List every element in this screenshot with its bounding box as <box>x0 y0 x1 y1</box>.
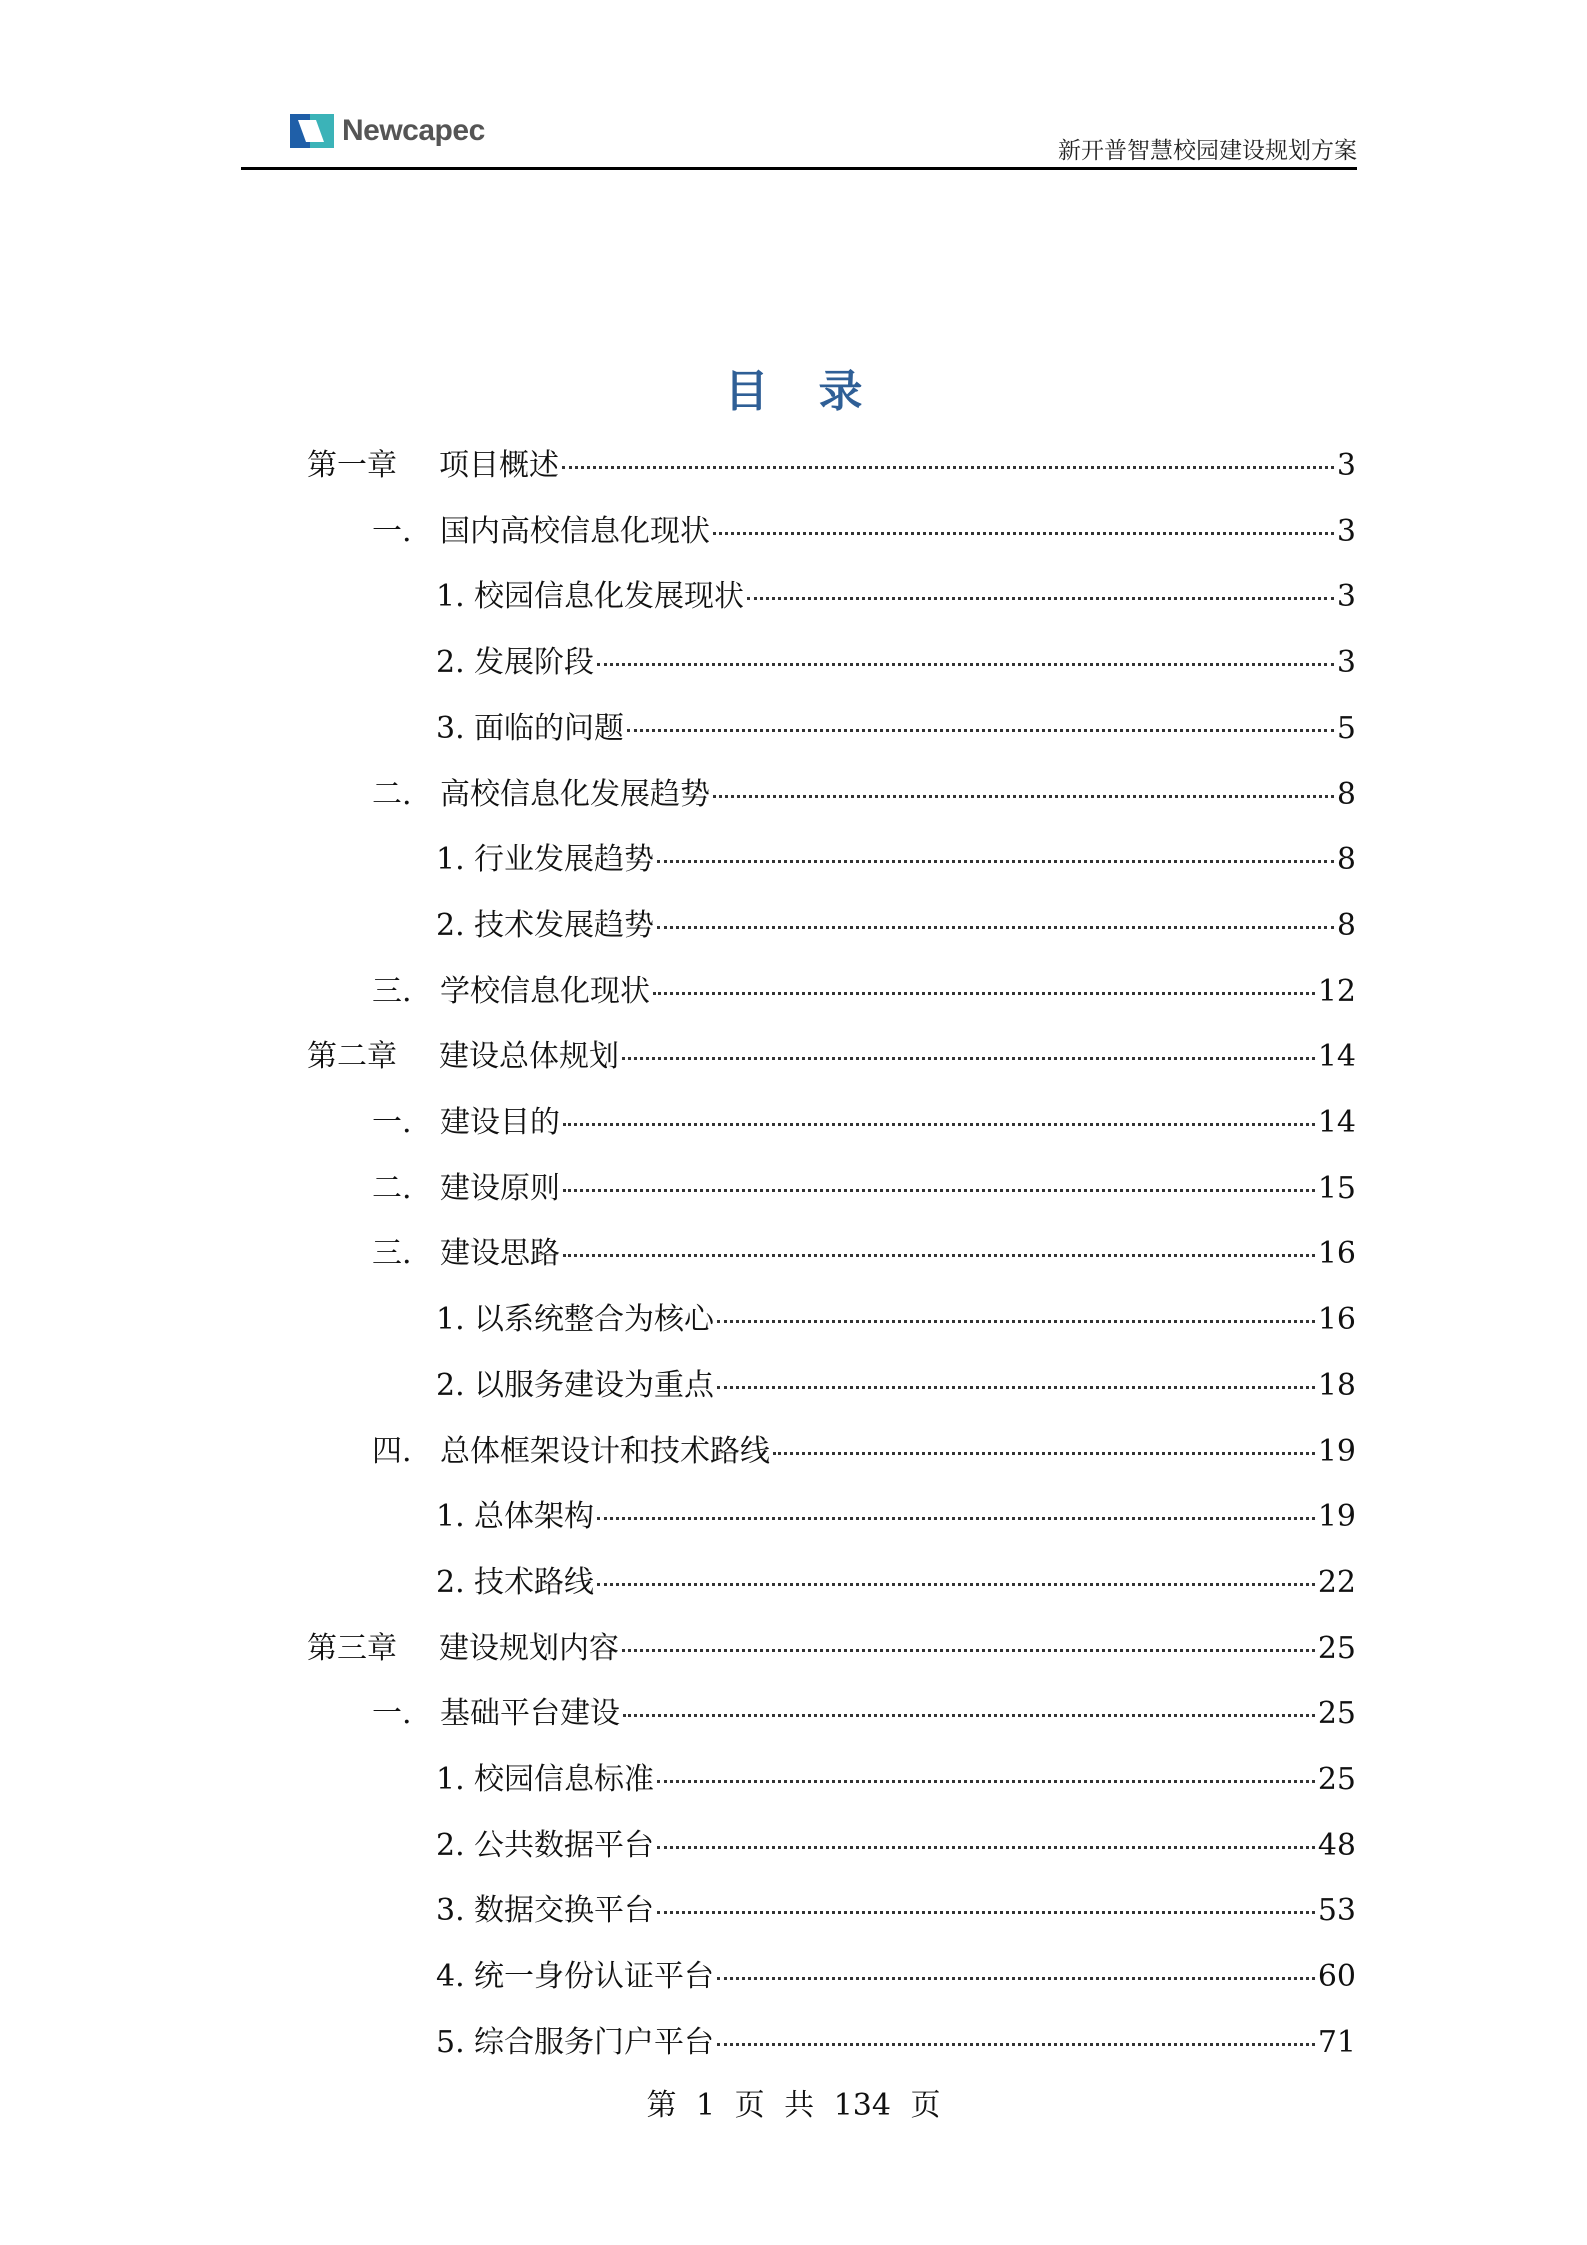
toc-entry-number: 第二章 <box>307 1039 397 1075</box>
toc-leader-dots <box>717 1386 1315 1389</box>
toc-entry-label: 行业发展趋势 <box>474 842 654 878</box>
toc-entry-page: 8 <box>1336 907 1356 943</box>
toc-leader-dots <box>657 926 1334 929</box>
toc-entry[interactable] <box>436 703 1356 746</box>
toc-leader-dots <box>657 860 1334 863</box>
toc-entry-number: 第三章 <box>307 1630 397 1666</box>
toc-entry[interactable] <box>372 966 1356 1009</box>
toc-entry-page: 8 <box>1336 776 1356 812</box>
toc-entry-label: 公共数据平台 <box>474 1827 654 1863</box>
toc-entry-number: 一. <box>372 1105 412 1140</box>
toc-entry-label: 校园信息标准 <box>474 1762 654 1797</box>
toc-leader-dots <box>627 729 1334 732</box>
toc-entry[interactable] <box>436 1557 1356 1600</box>
toc-entry-page: 71 <box>1317 2024 1356 2060</box>
toc-entry-label: 建设思路 <box>440 1236 560 1272</box>
toc-entry-number: 一. <box>372 513 412 549</box>
toc-entry-page: 16 <box>1317 1236 1356 1272</box>
toc-entry[interactable] <box>372 1228 1356 1272</box>
toc-entry[interactable] <box>372 769 1356 812</box>
toc-entry[interactable] <box>372 1688 1356 1732</box>
toc-leader-dots <box>597 1583 1315 1586</box>
toc-entry-label: 建设目的 <box>440 1105 560 1140</box>
toc-entry-number: 一. <box>372 1696 412 1732</box>
toc-entry-number: 三. <box>372 973 412 1009</box>
toc-leader-dots <box>717 1977 1315 1980</box>
toc-entry-number: 三. <box>372 1236 412 1272</box>
toc-leader-dots <box>713 532 1334 535</box>
toc-heading: 目录 <box>724 366 913 417</box>
toc-entry[interactable] <box>436 1294 1356 1338</box>
toc-entry-page: 22 <box>1317 1564 1356 1600</box>
toc-entry-label: 技术路线 <box>474 1564 594 1600</box>
toc-leader-dots <box>597 1517 1315 1520</box>
toc-entry-label: 建设原则 <box>440 1170 560 1206</box>
toc-entry-page: 18 <box>1317 1367 1356 1403</box>
toc-entry-label: 统一身份认证平台 <box>474 1959 714 1995</box>
toc-leader-dots <box>717 2043 1315 2046</box>
toc-leader-dots <box>713 795 1334 798</box>
toc-entry-number: 2. <box>436 1564 465 1600</box>
toc-entry-page: 16 <box>1317 1302 1356 1338</box>
toc-entry[interactable] <box>436 1360 1356 1403</box>
toc-entry-label: 以系统整合为核心 <box>474 1302 714 1338</box>
toc-entry-label: 技术发展趋势 <box>474 907 654 943</box>
toc-entry-label: 校园信息化发展现状 <box>474 579 744 615</box>
toc-entry-label: 总体框架设计和技术路线 <box>440 1433 770 1469</box>
toc-entry-number: 1. <box>436 842 465 878</box>
toc-entry-page: 15 <box>1317 1170 1356 1206</box>
toc-entry-number: 3. <box>436 1893 465 1929</box>
toc-entry-page: 48 <box>1317 1827 1356 1863</box>
toc-entry-page: 60 <box>1317 1959 1356 1995</box>
toc-entry[interactable] <box>436 571 1356 615</box>
toc-entry-page: 25 <box>1317 1696 1356 1732</box>
toc-entry[interactable] <box>436 2017 1356 2060</box>
toc-entry-label: 建设规划内容 <box>439 1630 619 1666</box>
toc-leader-dots <box>622 1057 1315 1060</box>
toc-entry-number: 2. <box>436 1367 465 1403</box>
page-footer: 第 1 页 共 134 页 <box>646 2088 941 2123</box>
toc-leader-dots <box>657 1780 1315 1783</box>
toc-entry-number: 1. <box>436 1302 465 1338</box>
toc-entry-number: 2. <box>436 1827 465 1863</box>
toc-entry[interactable] <box>436 1754 1356 1797</box>
toc-entry[interactable] <box>436 637 1356 681</box>
newcapec-logo <box>290 114 485 148</box>
toc-entry-label: 数据交换平台 <box>474 1893 654 1929</box>
toc-entry[interactable] <box>372 506 1356 549</box>
toc-entry-page: 25 <box>1317 1762 1356 1797</box>
toc-entry-number: 4. <box>436 1959 465 1995</box>
toc-leader-dots <box>657 1846 1315 1849</box>
toc-leader-dots <box>653 992 1315 995</box>
toc-leader-dots <box>563 1123 1315 1126</box>
toc-entry-label: 总体架构 <box>474 1499 594 1535</box>
toc-entry-page: 3 <box>1336 579 1356 615</box>
toc-entry-page: 14 <box>1317 1039 1356 1075</box>
toc-entry-page: 14 <box>1317 1105 1356 1140</box>
toc-entry-number: 第一章 <box>307 448 397 483</box>
toc-entry-number: 二. <box>372 1170 412 1206</box>
toc-leader-dots <box>597 663 1334 666</box>
logo-text: Newcapec <box>342 114 485 147</box>
toc-leader-dots <box>563 1189 1315 1192</box>
toc-entry-label: 国内高校信息化现状 <box>440 513 710 549</box>
toc-entry-number: 1. <box>436 579 465 615</box>
toc-entry[interactable] <box>436 834 1356 878</box>
toc-entry[interactable] <box>307 1031 1356 1075</box>
toc-entry[interactable] <box>436 1951 1356 1995</box>
toc-entry-number: 1. <box>436 1762 465 1797</box>
toc-leader-dots <box>747 597 1334 600</box>
toc-entry-label: 学校信息化现状 <box>440 973 650 1009</box>
toc-entry-label: 发展阶段 <box>474 645 594 681</box>
toc-entry-page: 12 <box>1317 973 1356 1009</box>
toc-entry-number: 四. <box>372 1433 412 1469</box>
toc-entry-page: 5 <box>1336 710 1356 746</box>
toc-entry-label: 以服务建设为重点 <box>474 1367 714 1403</box>
toc-entry-number: 2. <box>436 907 465 943</box>
toc-entry-page: 3 <box>1336 513 1356 549</box>
toc-entry-page: 25 <box>1317 1630 1356 1666</box>
toc-leader-dots <box>623 1714 1315 1717</box>
toc-entry-label: 项目概述 <box>439 448 559 483</box>
header-divider <box>241 167 1357 170</box>
toc-entry-number: 二. <box>372 776 412 812</box>
toc-leader-dots <box>622 1649 1315 1652</box>
toc-entry-label: 基础平台建设 <box>440 1696 620 1732</box>
toc-entry-label: 高校信息化发展趋势 <box>440 776 710 812</box>
toc-leader-dots <box>717 1320 1315 1323</box>
toc-leader-dots <box>562 466 1334 469</box>
toc-entry[interactable] <box>372 1426 1356 1469</box>
toc-entry[interactable] <box>307 440 1356 483</box>
toc-entry[interactable] <box>436 1885 1356 1929</box>
toc-entry[interactable] <box>436 1491 1356 1535</box>
toc-entry-page: 3 <box>1336 645 1356 681</box>
toc-leader-dots <box>657 1911 1315 1914</box>
toc-leader-dots <box>563 1254 1315 1257</box>
toc-entry-label: 综合服务门户平台 <box>474 2024 714 2060</box>
toc-entry[interactable] <box>307 1623 1356 1666</box>
toc-entry-number: 1. <box>436 1499 465 1535</box>
toc-entry-number: 5. <box>436 2024 465 2060</box>
toc-entry-page: 19 <box>1317 1499 1356 1535</box>
toc-entry-label: 建设总体规划 <box>439 1039 619 1075</box>
toc-entry-label: 面临的问题 <box>474 710 624 746</box>
toc-entry-number: 2. <box>436 645 465 681</box>
toc-entry-page: 3 <box>1336 448 1356 483</box>
document-title: 新开普智慧校园建设规划方案 <box>1058 138 1357 164</box>
toc-entry[interactable] <box>436 900 1356 943</box>
toc-entry[interactable] <box>372 1097 1356 1140</box>
toc-entry[interactable] <box>372 1163 1356 1206</box>
toc-entry-page: 53 <box>1317 1893 1356 1929</box>
toc-entry-page: 19 <box>1317 1433 1356 1469</box>
toc-leader-dots <box>773 1452 1315 1455</box>
toc-entry[interactable] <box>436 1820 1356 1863</box>
logo-icon <box>290 114 334 148</box>
toc-entry-number: 3. <box>436 710 465 746</box>
toc-entry-page: 8 <box>1336 842 1356 878</box>
